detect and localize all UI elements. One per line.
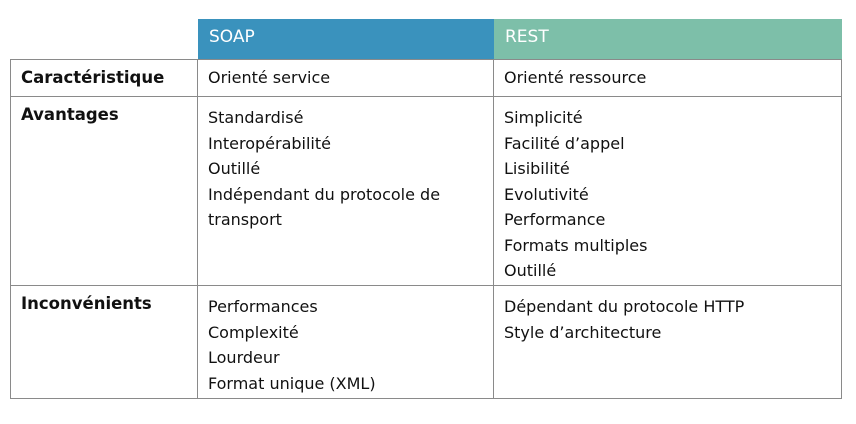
rest-cell xyxy=(494,59,842,97)
comparison-table xyxy=(10,19,842,399)
rest-item: Simplicité xyxy=(504,108,583,127)
table-row-avantages xyxy=(10,97,842,286)
rest-item: Performance xyxy=(504,210,606,229)
table-row-inconvenients xyxy=(10,286,842,399)
rest-item: Formats multiples xyxy=(504,235,648,255)
rest-item: Dépendant du protocole HTTP xyxy=(504,297,745,316)
soap-item: Interopérabilité xyxy=(208,133,331,153)
soap-item: Indépendant du protocole de transport xyxy=(208,184,441,229)
soap-cell xyxy=(198,286,494,399)
soap-item: Standardisé xyxy=(208,108,304,127)
rest-item: Orienté ressource xyxy=(504,68,647,87)
soap-item: Format unique (XML) xyxy=(208,373,376,393)
soap-cell xyxy=(198,59,494,97)
header-soap: SOAP xyxy=(198,19,494,59)
row-label: Inconvénients xyxy=(10,286,198,399)
rest-item: Style d’architecture xyxy=(504,322,662,342)
header-rest: REST xyxy=(494,19,842,59)
row-label: Avantages xyxy=(10,97,198,286)
soap-cell xyxy=(198,97,494,286)
rest-item: Outillé xyxy=(504,261,557,280)
row-label: Caractéristique xyxy=(10,59,198,97)
rest-item: Lisibilité xyxy=(504,159,570,178)
rest-cell xyxy=(494,97,842,286)
soap-item: Performances xyxy=(208,297,318,316)
rest-item: Facilité d’appel xyxy=(504,133,625,153)
soap-item: Orienté service xyxy=(208,68,331,87)
table-row-caracteristique xyxy=(10,59,842,97)
soap-item: Lourdeur xyxy=(208,348,280,367)
table-header-row xyxy=(10,19,842,59)
soap-item: Outillé xyxy=(208,159,261,178)
rest-item: Evolutivité xyxy=(504,184,589,204)
soap-item: Complexité xyxy=(208,322,299,342)
rest-cell xyxy=(494,286,842,399)
header-corner-cell xyxy=(10,19,198,59)
